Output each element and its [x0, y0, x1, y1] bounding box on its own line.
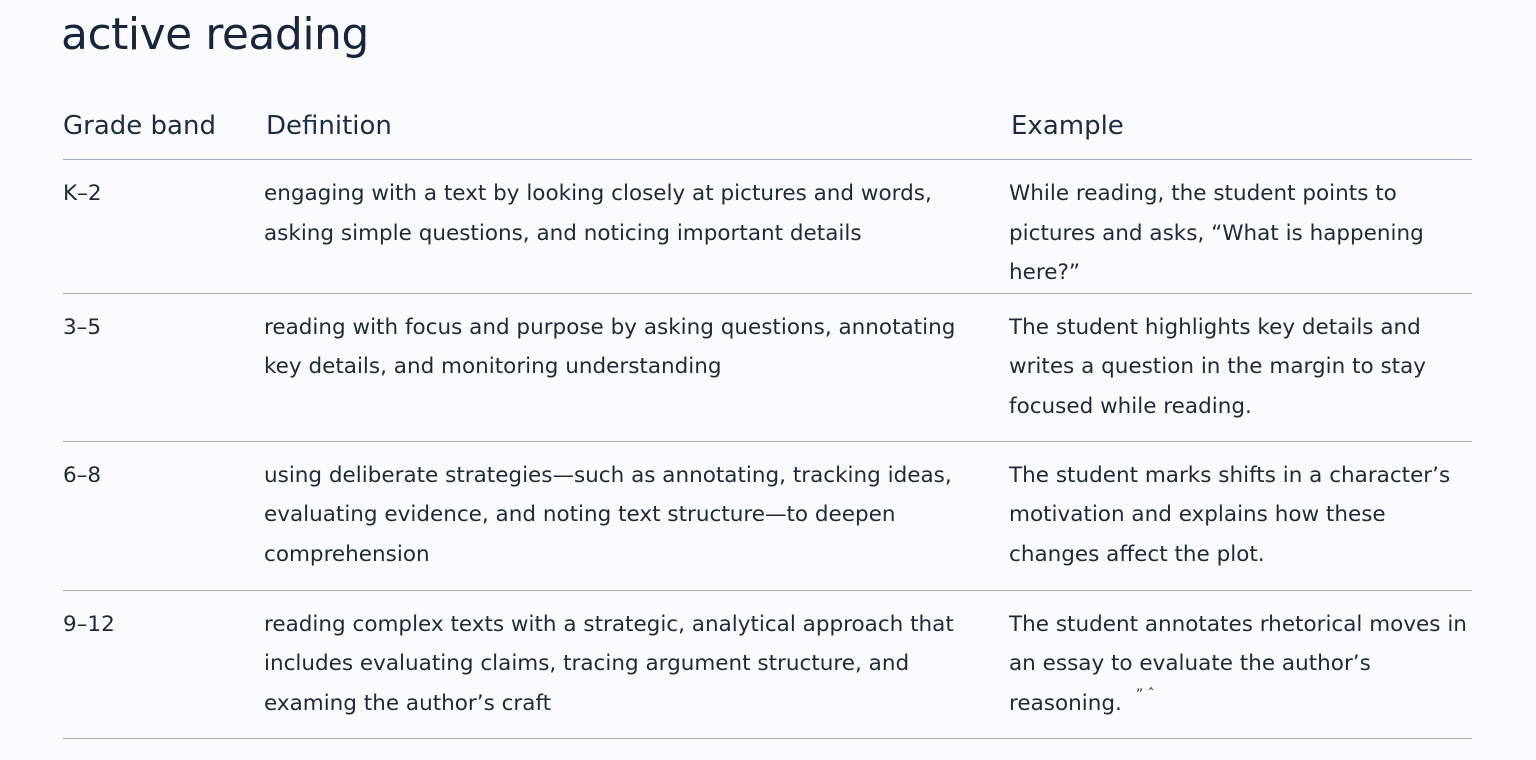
grade-band-cell: 9–12	[63, 590, 264, 738]
column-header-example: Example	[1009, 92, 1472, 160]
definition-cell: engaging with a text by looking closely at pictures and words, asking simple questions, and noticing important details	[264, 160, 1009, 294]
grade-band-table	[63, 92, 1472, 739]
example-text: The student annotates rhetorical moves in an essay to evaluate the author’s reasoning.	[1009, 611, 1467, 716]
grade-band-cell: 6–8	[63, 441, 264, 590]
definition-cell: using deliberate strategies—such as annotating, tracking ideas, evaluating evidence, and noting text structure—to deepen comprehension	[264, 441, 1009, 590]
table-row	[63, 160, 1472, 294]
page-title: active reading	[61, 9, 369, 60]
example-cell: The student highlights key details and writes a question in the margin to stay focused while reading.	[1009, 293, 1472, 441]
grade-band-cell: K–2	[63, 160, 264, 294]
example-cell	[1009, 590, 1472, 738]
column-header-grade-band: Grade band	[63, 92, 264, 160]
definition-cell: reading with focus and purpose by asking questions, annotating key details, and monitoring understanding	[264, 293, 1009, 441]
example-cell: The student marks shifts in a character’s motivation and explains how these changes affect the plot.	[1009, 441, 1472, 590]
table-row	[63, 590, 1472, 738]
table-row	[63, 441, 1472, 590]
example-cell: While reading, the student points to pictures and asks, “What is happening here?”	[1009, 160, 1472, 294]
table-header-row	[63, 92, 1472, 160]
column-header-definition: Definition	[264, 92, 1009, 160]
grade-band-cell: 3–5	[63, 293, 264, 441]
stray-marks: ” ˆ	[1135, 686, 1155, 703]
definition-cell: reading complex texts with a strategic, analytical approach that includes evaluating claims, tracing argument structure, and examing the author’s craft	[264, 590, 1009, 738]
table-row	[63, 293, 1472, 441]
